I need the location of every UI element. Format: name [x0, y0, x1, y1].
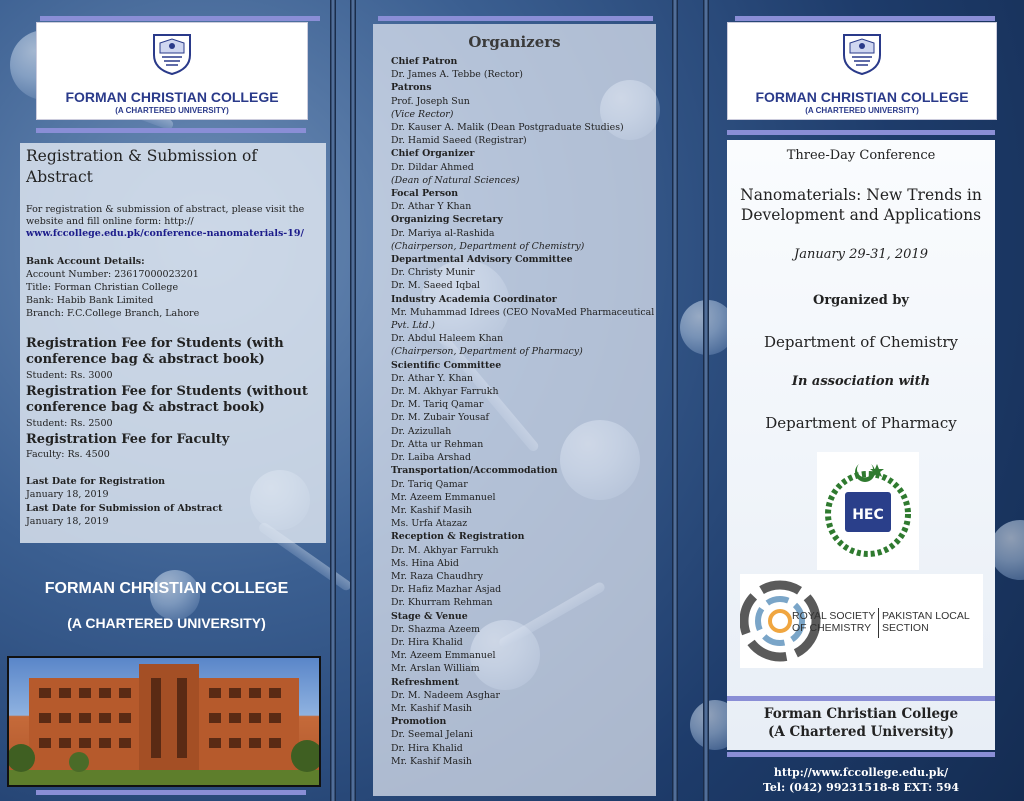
organizer-name: Mr. Kashif Masih: [391, 702, 472, 714]
rsc-divider: [878, 608, 879, 638]
organizer-name: (Chairperson, Department of Chemistry): [391, 240, 585, 252]
website-link[interactable]: http://www.fccollege.edu.pk/: [773, 766, 949, 779]
fee-students-with-bag: Registration Fee for Students (with conference bag & abstract book): [26, 336, 284, 367]
organizer-name: Dr. Shazma Azeem: [391, 623, 481, 635]
organizer-role-heading: Departmental Advisory Committee: [391, 254, 573, 266]
logo-subtitle: (A CHARTERED UNIVERSITY): [115, 106, 229, 115]
organizer-name: Dr. Tariq Qamar: [391, 478, 468, 490]
fold-line-right-2: [703, 0, 709, 801]
organizer-name: Dr. Christy Munir: [391, 267, 475, 279]
footer-college-name: Forman Christian College: [763, 706, 959, 722]
hec-text: HEC: [852, 507, 884, 523]
organizer-name: Dr. Azizullah: [391, 425, 452, 437]
organized-by: Organized by: [813, 293, 909, 308]
organizer-role-heading: Promotion: [391, 716, 447, 728]
organizer-name: Ms. Urfa Atazaz: [391, 518, 468, 530]
organizer-role-heading: Scientific Committee: [391, 359, 502, 371]
accent-bar: [727, 130, 995, 135]
accent-bar: [735, 16, 995, 21]
organizer-role-heading: Stage & Venue: [391, 610, 468, 622]
fcc-logo-right: [727, 22, 997, 120]
organizer-role-heading: Chief Organizer: [391, 148, 475, 160]
organizer-name: Dr. Hira Khalid: [391, 742, 463, 754]
logo-title: FORMAN CHRISTIAN COLLEGE: [65, 89, 279, 105]
fee-students-with-bag-value: Student: Rs. 3000: [26, 370, 113, 381]
accent-bar: [727, 752, 995, 757]
registration-deadline-value: January 18, 2019: [26, 489, 109, 500]
organizer-name: Mr. Kashif Masih: [391, 755, 472, 767]
accent-bar: [36, 790, 306, 795]
conference-type: Three-Day Conference: [786, 148, 936, 163]
organizer-name: Dr. Atta ur Rehman: [391, 438, 484, 450]
organizer-role-heading: Patrons: [391, 82, 432, 94]
organizer-role-heading: Transportation/Accommodation: [391, 465, 558, 477]
footer-college-subtitle: (A Chartered University): [767, 724, 955, 740]
accent-bar: [40, 16, 320, 21]
organizer-name: Dr. Abdul Haleem Khan: [391, 333, 504, 345]
conference-dates: January 29-31, 2019: [794, 247, 928, 262]
logo-subtitle: (A CHARTERED UNIVERSITY): [805, 106, 919, 115]
department-pharmacy: Department of Pharmacy: [765, 414, 957, 432]
organizer-name: (Chairperson, Department of Pharmacy): [391, 346, 583, 358]
organizer-name: Dr. Athar Y. Khan: [391, 372, 473, 384]
fcc-logo-left: [36, 22, 308, 120]
bank-branch: Branch: F.C.College Branch, Lahore: [26, 308, 200, 319]
bank-title: Title: Forman Christian College: [26, 282, 179, 293]
registration-heading: Registration & Submission of Abstract: [26, 147, 258, 186]
campus-photo: [7, 656, 321, 787]
organizer-name: Dr. M. Saeed Iqbal: [391, 280, 480, 292]
organizer-name: Dr. M. Nadeem Asghar: [391, 689, 500, 701]
organizer-name: (Dean of Natural Sciences): [391, 174, 520, 186]
registration-text: [26, 204, 314, 240]
organizer-name: Pvt. Ltd.): [391, 320, 435, 332]
hec-emblem-icon: [817, 452, 919, 570]
accent-bar: [36, 128, 306, 133]
bank-name: Bank: Habib Bank Limited: [26, 295, 154, 306]
organizer-name: Mr. Azeem Emmanuel: [391, 650, 496, 662]
registration-deadline-label: Last Date for Registration: [26, 476, 166, 487]
organizer-role-heading: Focal Person: [391, 188, 459, 200]
organizer-name: Mr. Kashif Masih: [391, 504, 472, 516]
organizer-name: Mr. Raza Chaudhry: [391, 570, 484, 582]
fee-students-without-bag: Registration Fee for Students (without conference bag & abstract book): [26, 384, 308, 415]
organizers-title: Organizers: [468, 33, 561, 51]
college-subtitle: (A CHARTERED UNIVERSITY): [67, 615, 266, 631]
organizer-name: Dr. Seemal Jelani: [391, 729, 473, 741]
organizer-name: Mr. Azeem Emmanuel: [391, 491, 496, 503]
rsc-section: PAKISTAN LOCAL SECTION: [882, 610, 970, 634]
organizer-name: Dr. Laiba Arshad: [391, 452, 472, 464]
organizer-name: (Vice Rector): [391, 108, 454, 120]
college-name: FORMAN CHRISTIAN COLLEGE: [44, 580, 289, 597]
organizer-name: Mr. Arslan William: [391, 663, 480, 675]
department-chemistry: Department of Chemistry: [764, 333, 958, 351]
fee-faculty: Registration Fee for Faculty: [26, 432, 230, 447]
organizer-name: Dr. Athar Y Khan: [391, 201, 472, 213]
fee-students-without-bag-value: Student: Rs. 2500: [26, 418, 113, 429]
organizer-name: Prof. Joseph Sun: [391, 95, 470, 107]
organizer-name: Mr. Muhammad Idrees (CEO NovaMed Pharmaceutical: [391, 306, 655, 318]
logo-title: FORMAN CHRISTIAN COLLEGE: [755, 89, 969, 105]
association-text: In association with: [791, 374, 931, 389]
organizer-name: Dr. Hira Khalid: [391, 636, 463, 648]
fee-faculty-value: Faculty: Rs. 4500: [26, 449, 110, 460]
abstract-deadline-value: January 18, 2019: [26, 516, 109, 527]
fold-line-right: [672, 0, 678, 801]
conference-title: Nanomaterials: New Trends in Development and Applications: [740, 186, 982, 224]
organizer-name: Dr. M. Akhyar Farrukh: [391, 386, 499, 398]
organizer-role-heading: Refreshment: [391, 676, 459, 688]
organizers-list: [391, 55, 661, 768]
organizer-role-heading: Industry Academia Coordinator: [391, 293, 557, 305]
building-illustration: [9, 658, 319, 785]
organizer-name: Dr. James A. Tebbe (Rector): [391, 69, 523, 81]
phone-number: Tel: (042) 99231518-8 EXT: 594: [762, 781, 960, 794]
fold-line-left-2: [350, 0, 356, 801]
organizer-name: Dr. M. Tariq Qamar: [391, 399, 484, 411]
organizer-name: Dr. Khurram Rehman: [391, 597, 493, 609]
hec-logo: [817, 452, 919, 570]
organizer-name: Dr. Hamid Saeed (Registrar): [391, 135, 527, 147]
rsc-logo: [740, 574, 983, 668]
organizer-role-heading: Chief Patron: [391, 56, 458, 67]
bank-heading: Bank Account Details:: [26, 256, 145, 267]
organizer-name: Dr. M. Akhyar Farrukh: [391, 544, 499, 556]
organizer-name: Dr. Mariya al-Rashida: [391, 227, 495, 239]
accent-bar: [378, 16, 653, 21]
registration-link[interactable]: www.fccollege.edu.pk/conference-nanomaterials-19/: [26, 228, 304, 239]
organizer-name: Dr. M. Zubair Yousaf: [391, 412, 490, 424]
accent-bar: [727, 696, 995, 701]
fold-line-left: [330, 0, 336, 801]
organizer-name: Dr. Dildar Ahmed: [391, 161, 474, 173]
crest-icon: [150, 29, 194, 75]
abstract-deadline-label: Last Date for Submission of Abstract: [26, 503, 223, 514]
organizer-role-heading: Organizing Secretary: [391, 214, 503, 226]
crest-icon: [840, 29, 884, 75]
organizer-role-heading: Reception & Registration: [391, 531, 525, 543]
bank-account-number: Account Number: 23617000023201: [26, 269, 199, 280]
rsc-name: ROYAL SOCIETY OF CHEMISTRY: [792, 610, 876, 634]
registration-instructions: For registration & submission of abstract, please visit the website and fill online form: http://: [26, 204, 305, 227]
organizer-name: Dr. Kauser A. Malik (Dean Postgraduate Studies): [391, 122, 624, 134]
organizer-name: Dr. Hafiz Mazhar Asjad: [391, 584, 502, 596]
organizer-name: Ms. Hina Abid: [391, 557, 459, 569]
